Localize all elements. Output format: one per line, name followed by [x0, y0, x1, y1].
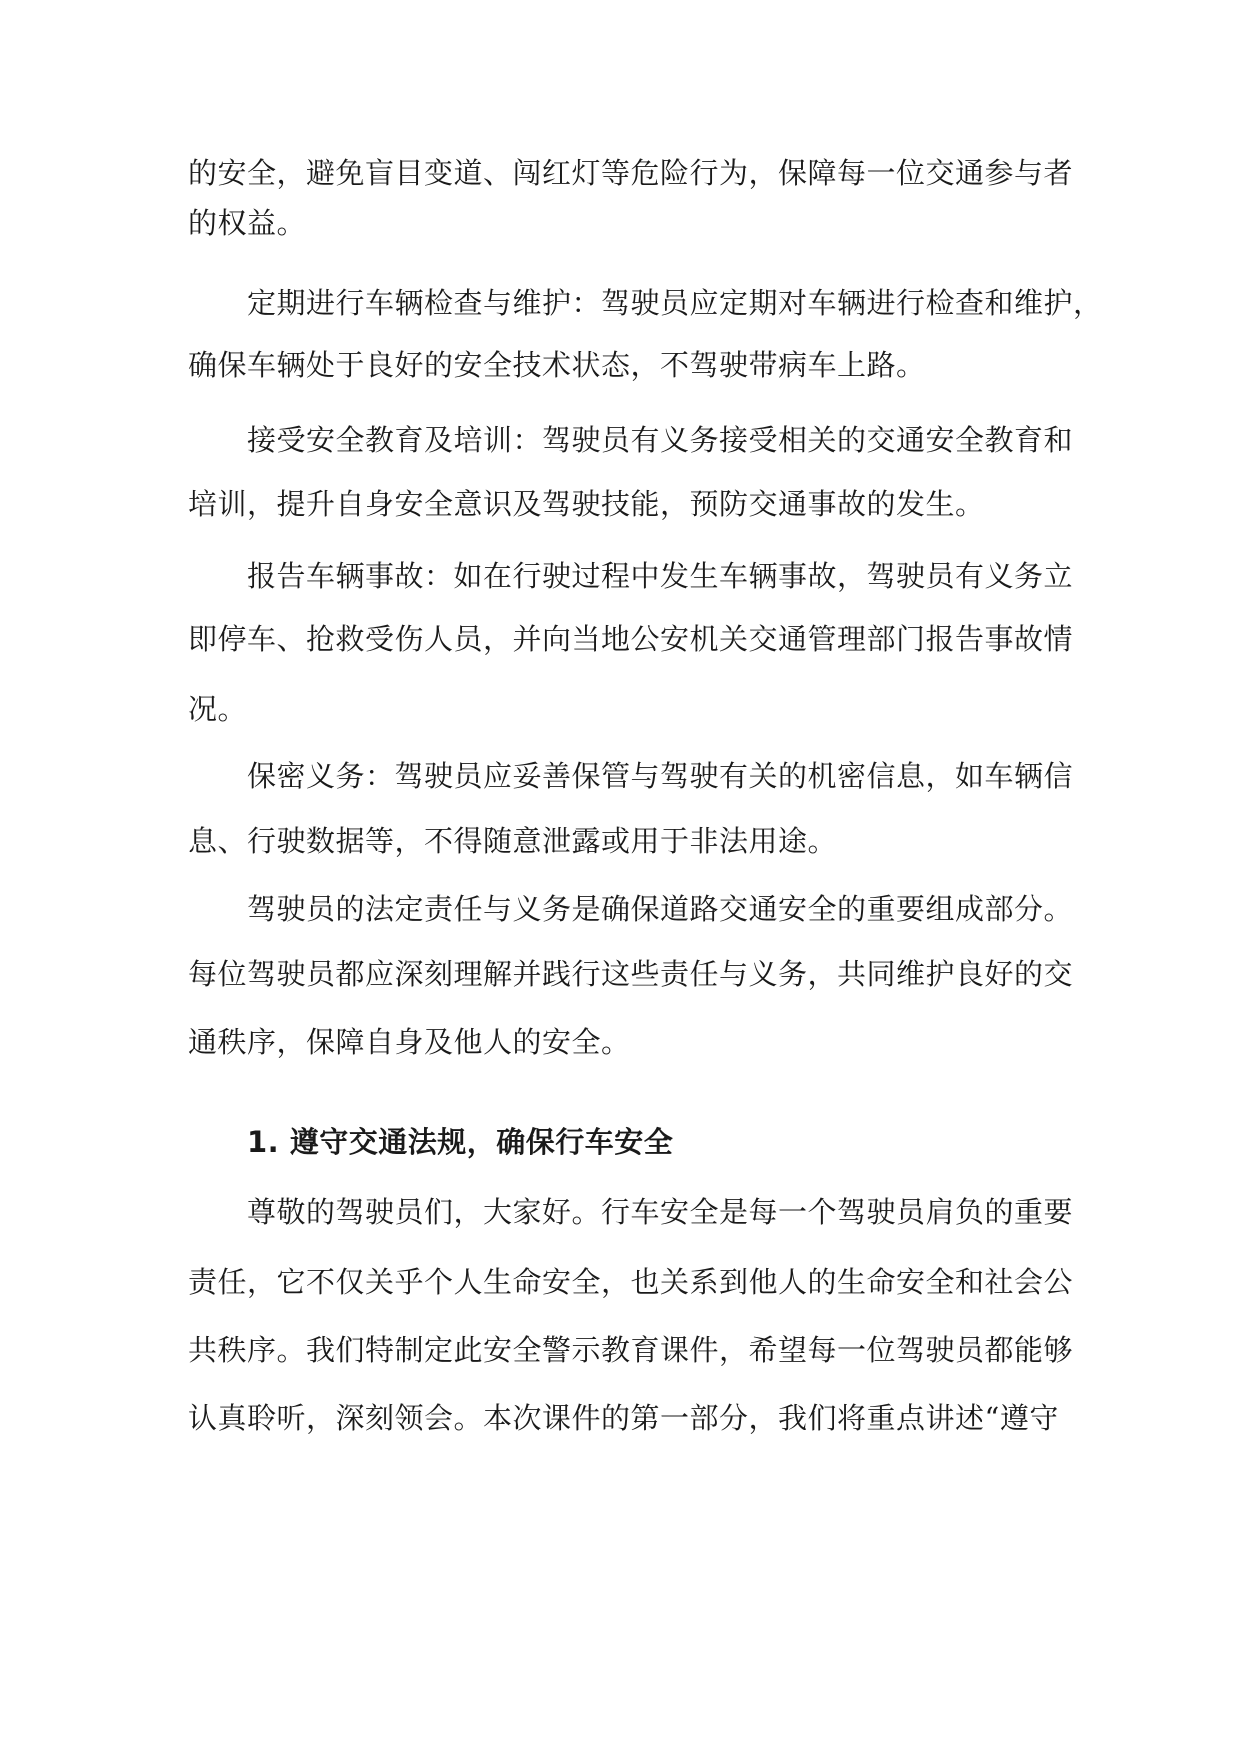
text-line: 确保车辆处于良好的安全技术状态，不驾驶带病车上路。 — [188, 348, 926, 382]
text-line: 尊敬的驾驶员们，大家好。行车安全是每一个驾驶员肩负的重要 — [247, 1195, 1074, 1229]
text-line: 息、行驶数据等，不得随意泄露或用于非法用途。 — [188, 824, 838, 858]
text-line: 定期进行车辆检查与维护：驾驶员应定期对车辆进行检查和维护， — [247, 286, 1103, 320]
text-line: 况。 — [188, 692, 248, 726]
text-line: 报告车辆事故：如在行驶过程中发生车辆事故，驾驶员有义务立 — [247, 559, 1074, 593]
text-line: 的安全，避免盲目变道、闯红灯等危险行为，保障每一位交通参与者 — [188, 156, 1074, 190]
text-line: 即停车、抢救受伤人员，并向当地公安机关交通管理部门报告事故情 — [188, 622, 1074, 656]
text-line: 培训，提升自身安全意识及驾驶技能，预防交通事故的发生。 — [188, 487, 985, 521]
text-line: 共秩序。我们特制定此安全警示教育课件，希望每一位驾驶员都能够 — [188, 1333, 1074, 1367]
text-line: 认真聆听，深刻领会。本次课件的第一部分，我们将重点讲述“遵守 — [188, 1401, 1059, 1435]
text-line: 接受安全教育及培训：驾驶员有义务接受相关的交通安全教育和 — [247, 423, 1074, 457]
text-line: 的权益。 — [188, 206, 307, 240]
text-line: 通秩序，保障自身及他人的安全。 — [188, 1025, 631, 1059]
text-line: 保密义务：驾驶员应妥善保管与驾驶有关的机密信息，如车辆信 — [247, 759, 1074, 793]
text-line: 每位驾驶员都应深刻理解并践行这些责任与义务，共同维护良好的交 — [188, 957, 1074, 991]
text-line: 责任，它不仅关乎个人生命安全，也关系到他人的生命安全和社会公 — [188, 1265, 1074, 1299]
text-line: 驾驶员的法定责任与义务是确保道路交通安全的重要组成部分。 — [247, 892, 1074, 926]
section-heading: 1. 遵守交通法规，确保行车安全 — [247, 1125, 674, 1159]
